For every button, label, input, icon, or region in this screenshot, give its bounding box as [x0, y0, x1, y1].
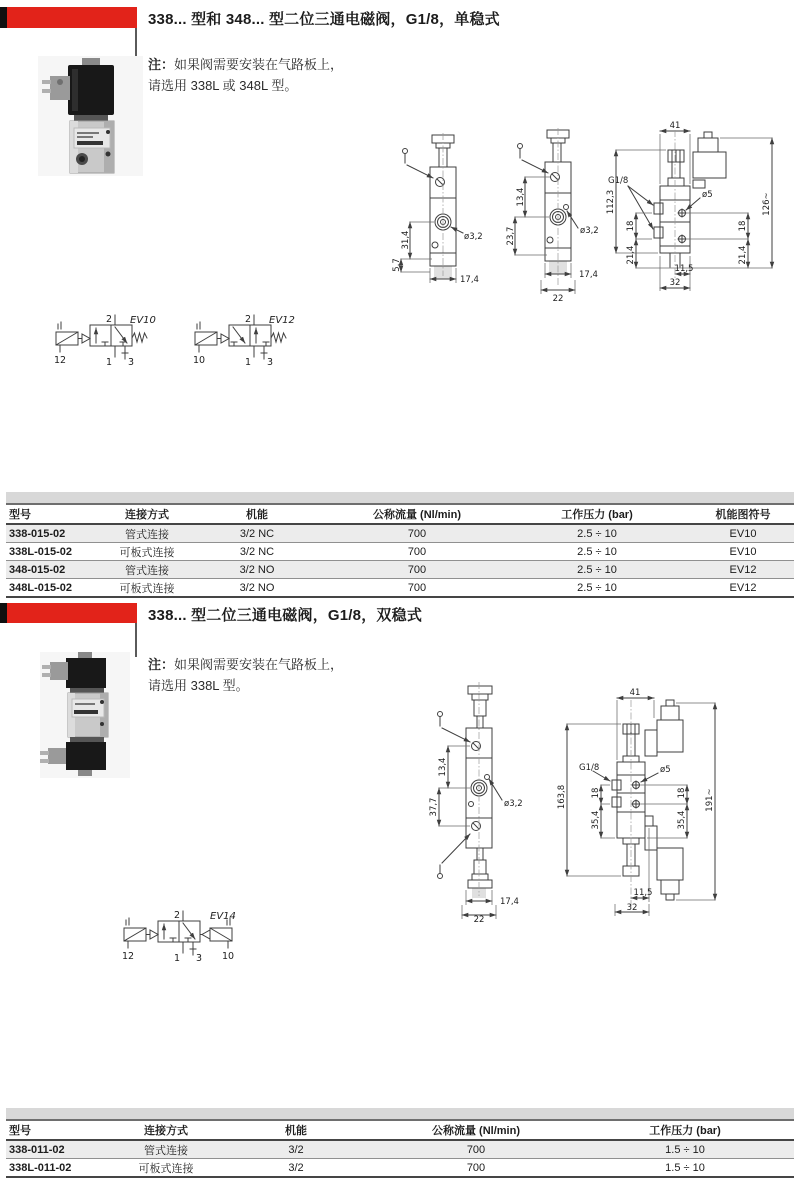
port-label-3: 3 [196, 953, 203, 964]
symbol-code-label: EV14 [210, 911, 236, 922]
cell-model: 348L-015-02 [6, 579, 112, 598]
dimension-label: 18 [626, 220, 636, 232]
cell-model: 338-015-02 [6, 524, 112, 543]
dimension-label: 11,5 [674, 264, 694, 274]
symbol-code-label: EV10 [130, 315, 156, 326]
section1-red-bar [7, 7, 137, 28]
dimension-label: 11,5 [633, 888, 653, 898]
cell: 2.5 ÷ 10 [502, 543, 692, 561]
dimension-label: 35,4 [591, 810, 601, 830]
cell: EV10 [692, 524, 794, 543]
cell: 管式连接 [116, 1140, 216, 1159]
dimension-label: 18 [591, 787, 601, 799]
header-divider-line [135, 623, 137, 657]
header-black-strip [0, 603, 7, 623]
cell: 可板式连接 [112, 543, 182, 561]
dimension-label: 22 [552, 294, 564, 304]
cell-model: 338L-015-02 [6, 543, 112, 561]
cell: 1.5 ÷ 10 [576, 1159, 794, 1178]
circuit-symbol-ev10 [44, 312, 162, 368]
column-header: 连接方式 [116, 1121, 216, 1140]
cell: 2.5 ÷ 10 [502, 579, 692, 598]
dimension-label: 32 [626, 903, 638, 913]
column-header: 型号 [6, 505, 112, 524]
note-label: 注： [148, 57, 175, 72]
port-label-10: 10 [221, 951, 235, 962]
dimension-label: 13,4 [516, 187, 526, 207]
cell: EV12 [692, 561, 794, 579]
cell: 2.5 ÷ 10 [502, 524, 692, 543]
dimension-label: 22 [473, 915, 485, 925]
cell-model: 348-015-02 [6, 561, 112, 579]
dimension-label: 35,4 [677, 810, 687, 830]
dimension-label: 17,4 [500, 897, 519, 907]
drawing-mono-side-view-1 [388, 132, 501, 290]
table-row [6, 543, 794, 561]
port-label-12: 12 [53, 355, 67, 366]
dimension-label: ø3,2 [580, 226, 599, 236]
dimension-label: 23,7 [506, 226, 516, 246]
cell: 3/2 NC [182, 543, 332, 561]
drawing-bi-front-view [553, 660, 800, 920]
cell: 700 [376, 1159, 576, 1178]
column-header: 公称流量 (Nl/min) [376, 1121, 576, 1140]
cell-model: 338-011-02 [6, 1140, 116, 1159]
cell: 700 [376, 1140, 576, 1159]
cell: 3/2 NC [182, 524, 332, 543]
table-top-band [6, 492, 794, 505]
valve-top-nut [78, 652, 92, 658]
cell: 管式连接 [112, 561, 182, 579]
cell: 3/2 [216, 1159, 376, 1178]
cell: 3/2 NO [182, 579, 332, 598]
dimension-label: 18 [677, 787, 687, 799]
product-photo-monostable [38, 56, 143, 176]
header-black-strip [0, 7, 7, 28]
table-top-band [6, 1108, 794, 1121]
coil-connector-top [50, 662, 68, 680]
dimension-label: 126~ [762, 192, 772, 216]
section2-note: 注：如果阀需要安装在气路板上， 请选用 338L 型。 [148, 657, 344, 693]
column-header: 型号 [6, 1121, 116, 1140]
port-label-2: 2 [173, 910, 180, 921]
solenoid-coil-top [66, 658, 106, 688]
valve-top-nut [82, 58, 100, 65]
dimension-label: 21,4 [626, 245, 636, 265]
table-row [6, 579, 794, 598]
valve-bottom-nut [78, 770, 92, 776]
dimension-label: 31,4 [401, 230, 411, 250]
port-label-12: 12 [121, 951, 135, 962]
dimension-label: 18 [738, 220, 748, 232]
valve-label-plate [72, 699, 104, 717]
column-header: 机能 [182, 505, 332, 524]
table-row [6, 1159, 794, 1178]
table-header-row [6, 1121, 794, 1140]
coil-connector-bottom [48, 748, 66, 764]
column-header: 工作压力 (bar) [502, 505, 692, 524]
dimension-label: G1/8 [608, 176, 629, 186]
section1-note: 注：如果阀需要安装在气路板上， 请选用 338L 或 348L 型。 [148, 57, 344, 93]
symbol-code-label: EV12 [269, 315, 295, 326]
column-header: 工作压力 (bar) [576, 1121, 794, 1140]
port-label-1: 1 [173, 953, 180, 964]
dimension-label: 112,3 [606, 189, 616, 215]
cell: 700 [332, 579, 502, 598]
circuit-symbol-ev14 [114, 908, 252, 964]
dimension-label: 21,4 [738, 245, 748, 265]
dimension-label: 5,7 [392, 258, 402, 272]
column-header: 连接方式 [112, 505, 182, 524]
table-monostable [6, 492, 794, 598]
drawing-mono-front-view [594, 116, 800, 298]
dimension-label: 37,7 [429, 797, 439, 817]
cell: EV10 [692, 543, 794, 561]
dimension-label: 17,4 [460, 275, 479, 285]
cell: 可板式连接 [112, 579, 182, 598]
cell: 700 [332, 561, 502, 579]
dimension-label: ø3,2 [504, 799, 523, 809]
dimension-label: 41 [669, 121, 681, 131]
cell: 3/2 [216, 1140, 376, 1159]
cell: 可板式连接 [116, 1159, 216, 1178]
column-header: 机能图符号 [692, 505, 794, 524]
cell: 700 [332, 524, 502, 543]
table-row [6, 524, 794, 543]
cell: 3/2 NO [182, 561, 332, 579]
port-label-3: 3 [267, 357, 274, 368]
section2-red-bar [7, 603, 137, 623]
column-header: 公称流量 (Nl/min) [332, 505, 502, 524]
dimension-label: 41 [629, 688, 641, 698]
dimension-label: ø5 [702, 190, 713, 200]
section1-title: 338... 型和 348... 型二位三通电磁阀，G1/8，单稳式 [148, 11, 500, 28]
table-row [6, 1140, 794, 1159]
port-label-1: 1 [105, 357, 112, 368]
cell: 管式连接 [112, 524, 182, 543]
dimension-label: ø5 [660, 765, 671, 775]
port-label-10: 10 [192, 355, 206, 366]
solenoid-coil-bottom [66, 742, 106, 770]
dimension-label: 17,4 [579, 270, 598, 280]
cell-model: 338L-011-02 [6, 1159, 116, 1178]
circuit-symbol-ev12 [183, 312, 301, 368]
port-label-1: 1 [244, 357, 251, 368]
dimension-label: 191~ [705, 788, 715, 812]
cell: 2.5 ÷ 10 [502, 561, 692, 579]
table-row [6, 561, 794, 579]
cell: 1.5 ÷ 10 [576, 1140, 794, 1159]
dimension-label: ø3,2 [464, 232, 483, 242]
section2-title: 338... 型二位三通电磁阀，G1/8，双稳式 [148, 607, 423, 624]
dimension-label: 163,8 [557, 784, 567, 810]
dimension-label: 32 [669, 278, 681, 288]
drawing-bi-side-view [426, 678, 552, 923]
port-label-3: 3 [128, 357, 135, 368]
cell: 700 [332, 543, 502, 561]
port-label-2: 2 [105, 314, 112, 325]
dimension-label: G1/8 [579, 763, 600, 773]
note-label: 注： [148, 657, 175, 672]
port-label-2: 2 [244, 314, 251, 325]
dimension-label: 13,4 [438, 757, 448, 777]
table-header-row [6, 505, 794, 524]
column-header: 机能 [216, 1121, 376, 1140]
cell: EV12 [692, 579, 794, 598]
table-bistable [6, 1108, 794, 1178]
product-photo-bistable [40, 652, 130, 778]
